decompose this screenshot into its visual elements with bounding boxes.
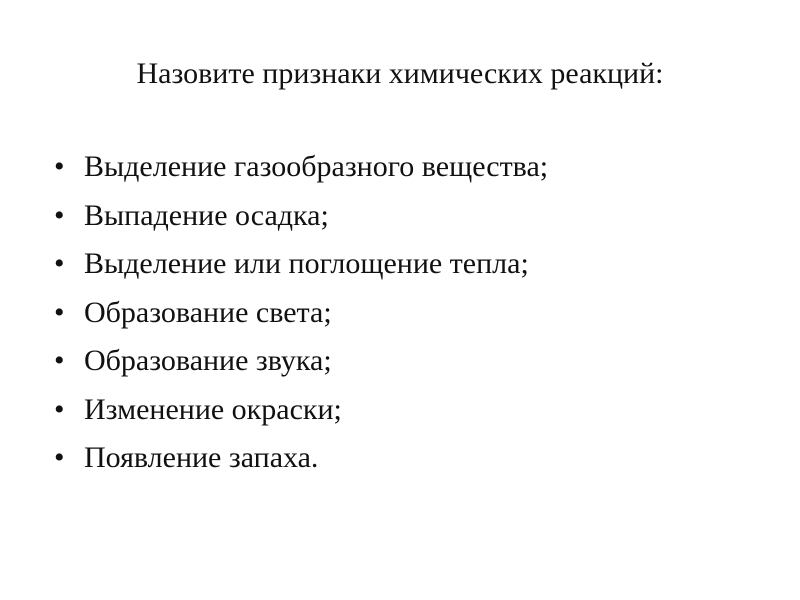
- slide-title: Назовите признаки химических реакций:: [136, 57, 664, 90]
- bullet-icon: •: [54, 198, 65, 232]
- list-item-text: Образование света;: [84, 295, 332, 329]
- bullet-icon: •: [54, 344, 65, 377]
- list-item: [50, 289, 770, 338]
- list-item-text: Образование звука;: [84, 344, 332, 377]
- list-item: [50, 434, 770, 483]
- bullet-icon: •: [54, 247, 65, 280]
- bullet-list: [50, 143, 770, 483]
- list-item: [50, 143, 770, 192]
- bullet-icon: •: [54, 295, 65, 329]
- list-item-text: Выпадение осадка;: [84, 198, 329, 232]
- bullet-icon: •: [54, 392, 65, 426]
- list-item-text: Появление запаха.: [84, 441, 319, 474]
- bullet-icon: •: [54, 441, 65, 474]
- list-item-text: Выделение газообразного вещества;: [84, 150, 549, 183]
- list-item-text: Выделение или поглощение тепла;: [84, 247, 529, 280]
- list-item: [50, 337, 770, 386]
- list-item: [50, 192, 770, 241]
- list-item-text: Изменение окраски;: [84, 392, 342, 426]
- list-item: [50, 240, 770, 289]
- list-item: [50, 386, 770, 435]
- bullet-icon: •: [54, 150, 65, 183]
